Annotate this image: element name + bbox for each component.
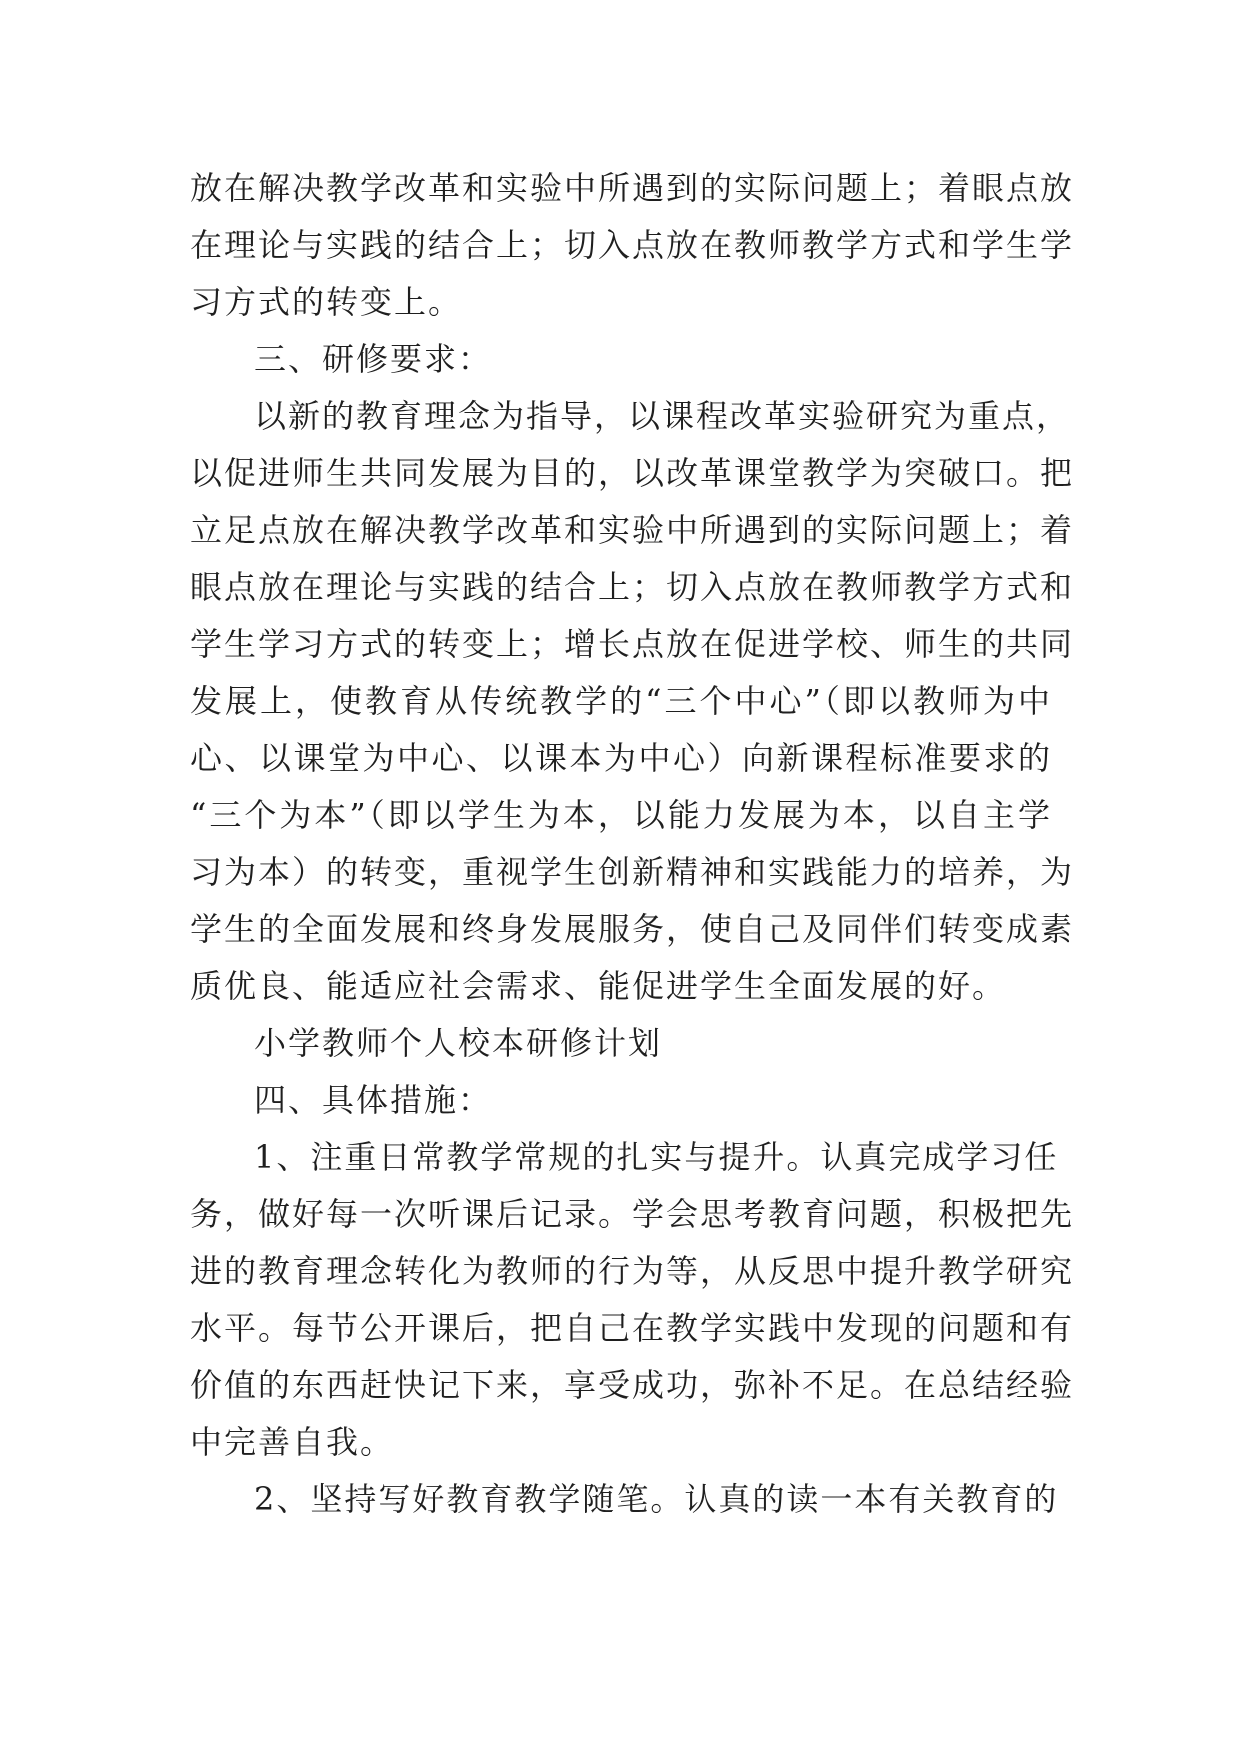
text-line: 务，做好每一次听课后记录。学会思考教育问题，积极把先 — [190, 1195, 1075, 1233]
text-line: 立足点放在解决教学改革和实验中所遇到的实际问题上；着 — [190, 511, 1075, 549]
text-line: 质优良、能适应社会需求、能促进学生全面发展的好。 — [190, 967, 1007, 1005]
text-line: 习方式的转变上。 — [190, 283, 463, 321]
text-line: 在理论与实践的结合上；切入点放在教师教学方式和学生学 — [190, 226, 1075, 264]
text-line: 眼点放在理论与实践的结合上；切入点放在教师教学方式和 — [190, 568, 1075, 606]
text-line: 发展上，使教育从传统教学的“三个中心”（即以教师为中 — [190, 682, 1052, 720]
text-line: 2、坚持写好教育教学随笔。认真的读一本有关教育的 — [254, 1480, 1059, 1518]
text-line: 进的教育理念转化为教师的行为等，从反思中提升教学研究 — [190, 1252, 1075, 1290]
text-line: 以新的教育理念为指导，以课程改革实验研究为重点， — [254, 397, 1071, 435]
text-line: 学生的全面发展和终身发展服务，使自己及同伴们转变成素 — [190, 910, 1075, 948]
text-line: 小学教师个人校本研修计划 — [254, 1024, 663, 1062]
text-line: 四、具体措施： — [254, 1081, 493, 1119]
text-line: 习为本）的转变，重视学生创新精神和实践能力的培养，为 — [190, 853, 1075, 891]
text-line: 水平。每节公开课后，把自己在教学实践中发现的问题和有 — [190, 1309, 1075, 1347]
text-line: 放在解决教学改革和实验中所遇到的实际问题上；着眼点放 — [190, 169, 1075, 207]
text-line: 1、注重日常教学常规的扎实与提升。认真完成学习任 — [254, 1138, 1059, 1176]
text-line: “三个为本”（即以学生为本，以能力发展为本，以自主学 — [190, 796, 1052, 834]
text-line: 心、以课堂为中心、以课本为中心）向新课程标准要求的 — [190, 739, 1052, 777]
text-line: 以促进师生共同发展为目的，以改革课堂教学为突破口。把 — [190, 454, 1075, 492]
text-line: 价值的东西赶快记下来，享受成功，弥补不足。在总结经验 — [190, 1366, 1075, 1404]
document-body — [190, 160, 1075, 1528]
text-line: 中完善自我。 — [190, 1423, 395, 1461]
text-line: 三、研修要求： — [254, 340, 493, 378]
text-line: 学生学习方式的转变上；增长点放在促进学校、师生的共同 — [190, 625, 1075, 663]
